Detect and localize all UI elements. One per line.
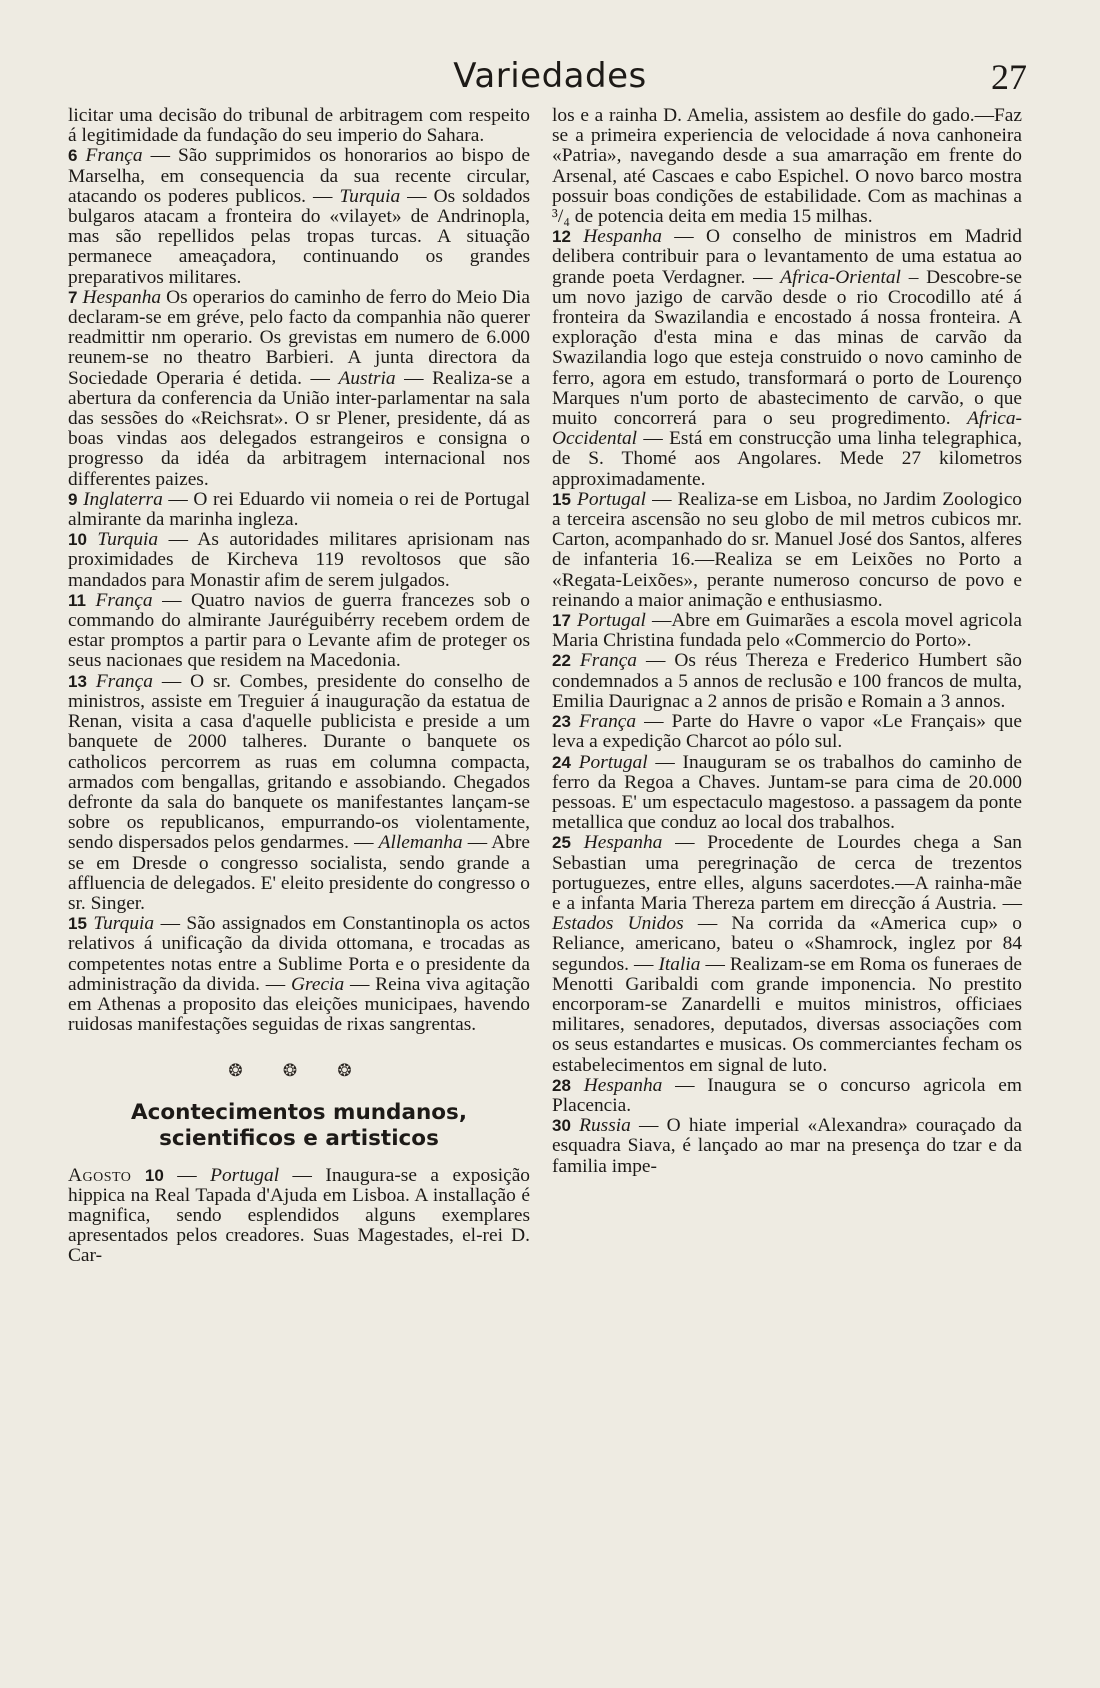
entry-text: — Quatro navios de guerra francezes sob o commando do almirante Jauréguibérry recebem ordem de estar promptos a partir para o Levante afim de proteger os seus nacionaes que residem na Macedonia. [68, 589, 530, 672]
entry-text: — São supprimidos os honorarios ao bispo de Marselha, em consequencia da sua recente circular, atacando os poderes publicos. — [68, 145, 530, 207]
entry-country: Turquia [97, 529, 159, 551]
entry-day: 25 [552, 833, 571, 853]
entry-text: — Realiza-se a abertura da conferencia da União inter-parlamentar na sala das sessões do «Reichsrat». O sr Plener, presidente, dá as boas vindas aos delegados estrangeiros e consigna o progresso da idéa da arbitragem internacional nos differentes paizes. [68, 367, 530, 490]
entry-text: los e a rainha D. Amelia, assistem ao desfile do gado.—Faz se a primeira experiencia de velocidade á nova canhoneira «Patria», navegando desde a sua amarração em frente do Arsenal, até Cascaes e cabo Espichel. O novo barco mostra possuir boas condições de estabilidade. Com as machinas a ³/₄ de potencia deita em media 15 milhas. [552, 105, 1022, 228]
entry-country: Portugal [577, 488, 646, 510]
article-entry [68, 288, 530, 490]
entry-country: Estados Unidos [552, 913, 684, 935]
entry-country: França [95, 589, 153, 611]
entry-country: Austria [338, 367, 396, 389]
article-entry [552, 833, 1022, 1075]
entry-text: —Abre em Guimarães a escola movel agricola Maria Christina fundada pelo «Commercio do Porto». [552, 610, 1022, 652]
article-entry [552, 753, 1022, 834]
page-header [0, 56, 1100, 106]
entry-country: Portugal [210, 1164, 280, 1186]
entry-text: — Abre se em Dresde o congresso socialista, sendo grande a affluencia de delegados. E' eleito presidente do congresso o sr. Singer. [68, 832, 530, 914]
entry-day: 6 [68, 146, 78, 166]
entry-country: França [578, 711, 637, 733]
entry-text: — Realiza-se em Lisboa, no Jardim Zoologico a terceira ascensão no seu globo de mil metros cubicos mr. Carton, acompanhado do sr. Manuel José dos Santos, alferes de infanteria 16.—Realiza se em Leixões no Porto a «Regata-Leixões», perante numeroso concurso de povo e reinando a maior animação e enthusiasmo. [552, 488, 1022, 611]
page-number: 27 [991, 57, 1027, 97]
entry-day: 23 [552, 712, 571, 732]
entry-day: 28 [552, 1075, 571, 1095]
entry-text: – Descobre-se um novo jazigo de carvão desde o rio Crocodillo até á fronteira da Swazilandia e encostado á nossa fronteira. A exploração d'esta mina e das minas de carvão da Swazilandia logo que esteja construido o novo caminho de ferro, agora em estudo, transformará o porto de Lourenço Marques n'um porto de abastecimento de carvão, o que muito concorrerá para o seu progredimento. [552, 266, 1022, 430]
entry-day: 24 [552, 752, 571, 772]
entry-day: 7 [68, 287, 78, 307]
article-entry [552, 651, 1022, 712]
article-entry [552, 1116, 1022, 1177]
entry-country: Grecia [291, 973, 345, 995]
entry-country: Inglaterra [83, 488, 163, 510]
entry-day: 22 [552, 651, 571, 671]
article-entry [68, 530, 530, 591]
entry-text: — Os soldados bulgaros atacam a fronteira do «vilayet» de Andrinopla, mas são repellidos pelas tropas turcas. A situação permanece ameaçadora, continuando os grandes preparativos militares. [68, 185, 530, 288]
entry-country: Allemanha [378, 832, 463, 854]
page-title: Variedades [453, 56, 647, 96]
entry-text: — O hiate imperial «Alexandra» couraçado da esquadra Siava, é lançado ao mar na presença do tzar e da familia impe- [552, 1115, 1022, 1177]
entry-text: — Os réus Thereza e Frederico Humbert são condemnados a 5 annos de reclusão e 100 francos de multa, Emilia Daurignac a 2 annos de prisão e Romain a 3 annos. [552, 650, 1022, 712]
entry-text: — As autoridades militares aprisionam nas proximidades de Kircheva 119 revoltosos que são mandados para Monastir afim de serem julgados. [68, 529, 530, 591]
entry-country: Russia [579, 1115, 631, 1137]
entry-text: licitar uma decisão do tribunal de arbitragem com respeito á legitimidade da fundação do seu imperio do Sahara. [68, 105, 530, 147]
entry-day: 9 [68, 489, 78, 509]
article-entry [68, 672, 530, 914]
right-column [552, 106, 1022, 1177]
entry-country: Hespanha [583, 226, 662, 248]
entry-text: — Inauguram se os trabalhos do caminho de ferro da Regoa a Chaves. Juntam-se para cima de 20.000 pessoas. E' um espectaculo magestoso. a passagem da ponte metallica que conduz ao local dos trabalhos. [552, 751, 1022, 834]
article-entry [552, 490, 1022, 611]
entry-country: Hespanha [82, 286, 162, 308]
article-entry [552, 1076, 1022, 1116]
entry-country: França [95, 670, 153, 692]
article-entry [68, 490, 530, 530]
entry-day: 10 [68, 530, 87, 550]
entry-text: — O conselho de ministros em Madrid delibera contribuir para o levantamento de uma estatua ao grande poeta Verdagner. — [552, 226, 1022, 288]
article-entry [552, 227, 1022, 490]
entry-country: França [85, 145, 143, 167]
entry-day: 15 [68, 914, 87, 934]
entry-country: Portugal [578, 751, 648, 773]
entry-text: — O rei Eduardo vii nomeia o rei de Portugal almirante da marinha ingleza. [68, 488, 530, 531]
entry-country: Hespanha [583, 832, 663, 854]
section-ornament: ❂ ❂ ❂ [228, 1061, 370, 1081]
entry-text: — Parte do Havre o vapor «Le Français» que leva a expedição Charcot ao pólo sul. [552, 711, 1022, 753]
entry-day: 10 [144, 1165, 164, 1185]
entry-text: — Realizam-se em Roma os funeraes de Menotti Garibaldi com grande imponencia. No prestito encorporam-se Zanardelli e muitos ministros, officiaes militares, senadores, deputados, diversas associações com os seus estandartes e musicas. Os commerciantes fecham os estabelecimentos em signal de luto. [552, 953, 1023, 1076]
article-entry: Agosto 10 — Portugal — Inaugura-se a exposição hippica na Real Tapada d'Ajuda em Lisboa. A installação é magnifica, sendo esplendidos alguns exemplares apresentados pelos creadores. Suas Magestades, el-rei D. Car- [68, 1164, 530, 1267]
left-column [68, 106, 530, 1267]
article-entry [68, 146, 530, 287]
entry-country: Hespanha [583, 1074, 663, 1096]
entry-text: — Na corrida da «America cup» o Reliance, americano, bateu o «Shamrock, inglez por 84 segundos. — [552, 913, 1022, 975]
entry-text: — Reina viva agitação em Athenas a proposito das eleições municipaes, havendo ruidosas manifestações seguidas de rixas sangrentas. [68, 973, 530, 1036]
entry-country: Turquia [339, 185, 401, 207]
article-entry [68, 591, 530, 672]
entry-text: — Inaugura-se a exposição hippica na Real Tapada d'Ajuda em Lisboa. A installação é magnifica, sendo esplendidos alguns exemplares apresentados pelos creadores. Suas Magestades, el-rei D. Car- [68, 1164, 530, 1267]
entry-country: Italia [658, 953, 701, 975]
entry-text: — O sr. Combes, presidente do conselho de ministros, assiste em Treguier á inauguração da estatua de Renan, visita a casa d'aquelle publicista e preside a um banquete de 2000 talheres. Durante o banquete os catholicos percorrem as ruas em columna compacta, armados com bengallas, gritando e assobiando. Chegados defronte da sala do banquete os manifestantes lançam-se sobre os republicanos, empurrando-os violentamente, sendo dispersados pelos gendarmes. — [68, 670, 530, 854]
section-title: Acontecimentos mundanos, scientificos e artisticos [130, 1099, 467, 1151]
entry-day: 15 [552, 489, 571, 509]
entry-day: 12 [552, 227, 571, 247]
entry-text: — Está em construcção uma linha telegraphica, de S. Thomé aos Angolares. Mede 27 kilometros approximadamente. [552, 428, 1022, 490]
entry-country: Turquia [93, 913, 155, 935]
article-entry [68, 106, 530, 146]
entry-day: 17 [552, 611, 571, 631]
article-entry [552, 712, 1022, 752]
entry-country: Portugal [576, 610, 646, 632]
article-entry [68, 914, 530, 1035]
article-entry [552, 106, 1022, 227]
entry-text: — São assignados em Constantinopla os actos relativos á unificação da divida ottomana, e trocadas as competentes notas entre a Sublime Porta e o presidente da administração da divida. — [68, 913, 530, 995]
entry-text: — Inaugura se o concurso agricola em Placencia. [552, 1074, 1022, 1116]
entry-day: 13 [68, 671, 87, 691]
article-entry [552, 611, 1022, 651]
entry-day: 11 [68, 590, 86, 610]
entry-month: Agosto [68, 1164, 132, 1186]
entry-country: Africa-Oriental [780, 266, 901, 288]
entry-day: 30 [552, 1116, 571, 1136]
entry-country: Africa-Occidental [552, 408, 1022, 450]
entry-country: França [579, 650, 638, 672]
entry-text: Os operarios do caminho de ferro do Meio Dia declaram-se em gréve, pelo facto da companhia não querer readmittir nm operario. Os grevistas em numero de 6.000 reunem-se no theatro Barbieri. A junta directora da Sociedade Operaria é detida. — [68, 286, 530, 389]
entry-text: — Procedente de Lourdes chega a San Sebastian uma peregrinação de cerca de trezentos portuguezes, entre elles, alguns sacerdotes.—A rainha-mãe e a infanta Maria Thereza partem em direcção á Austria. — [552, 832, 1022, 914]
